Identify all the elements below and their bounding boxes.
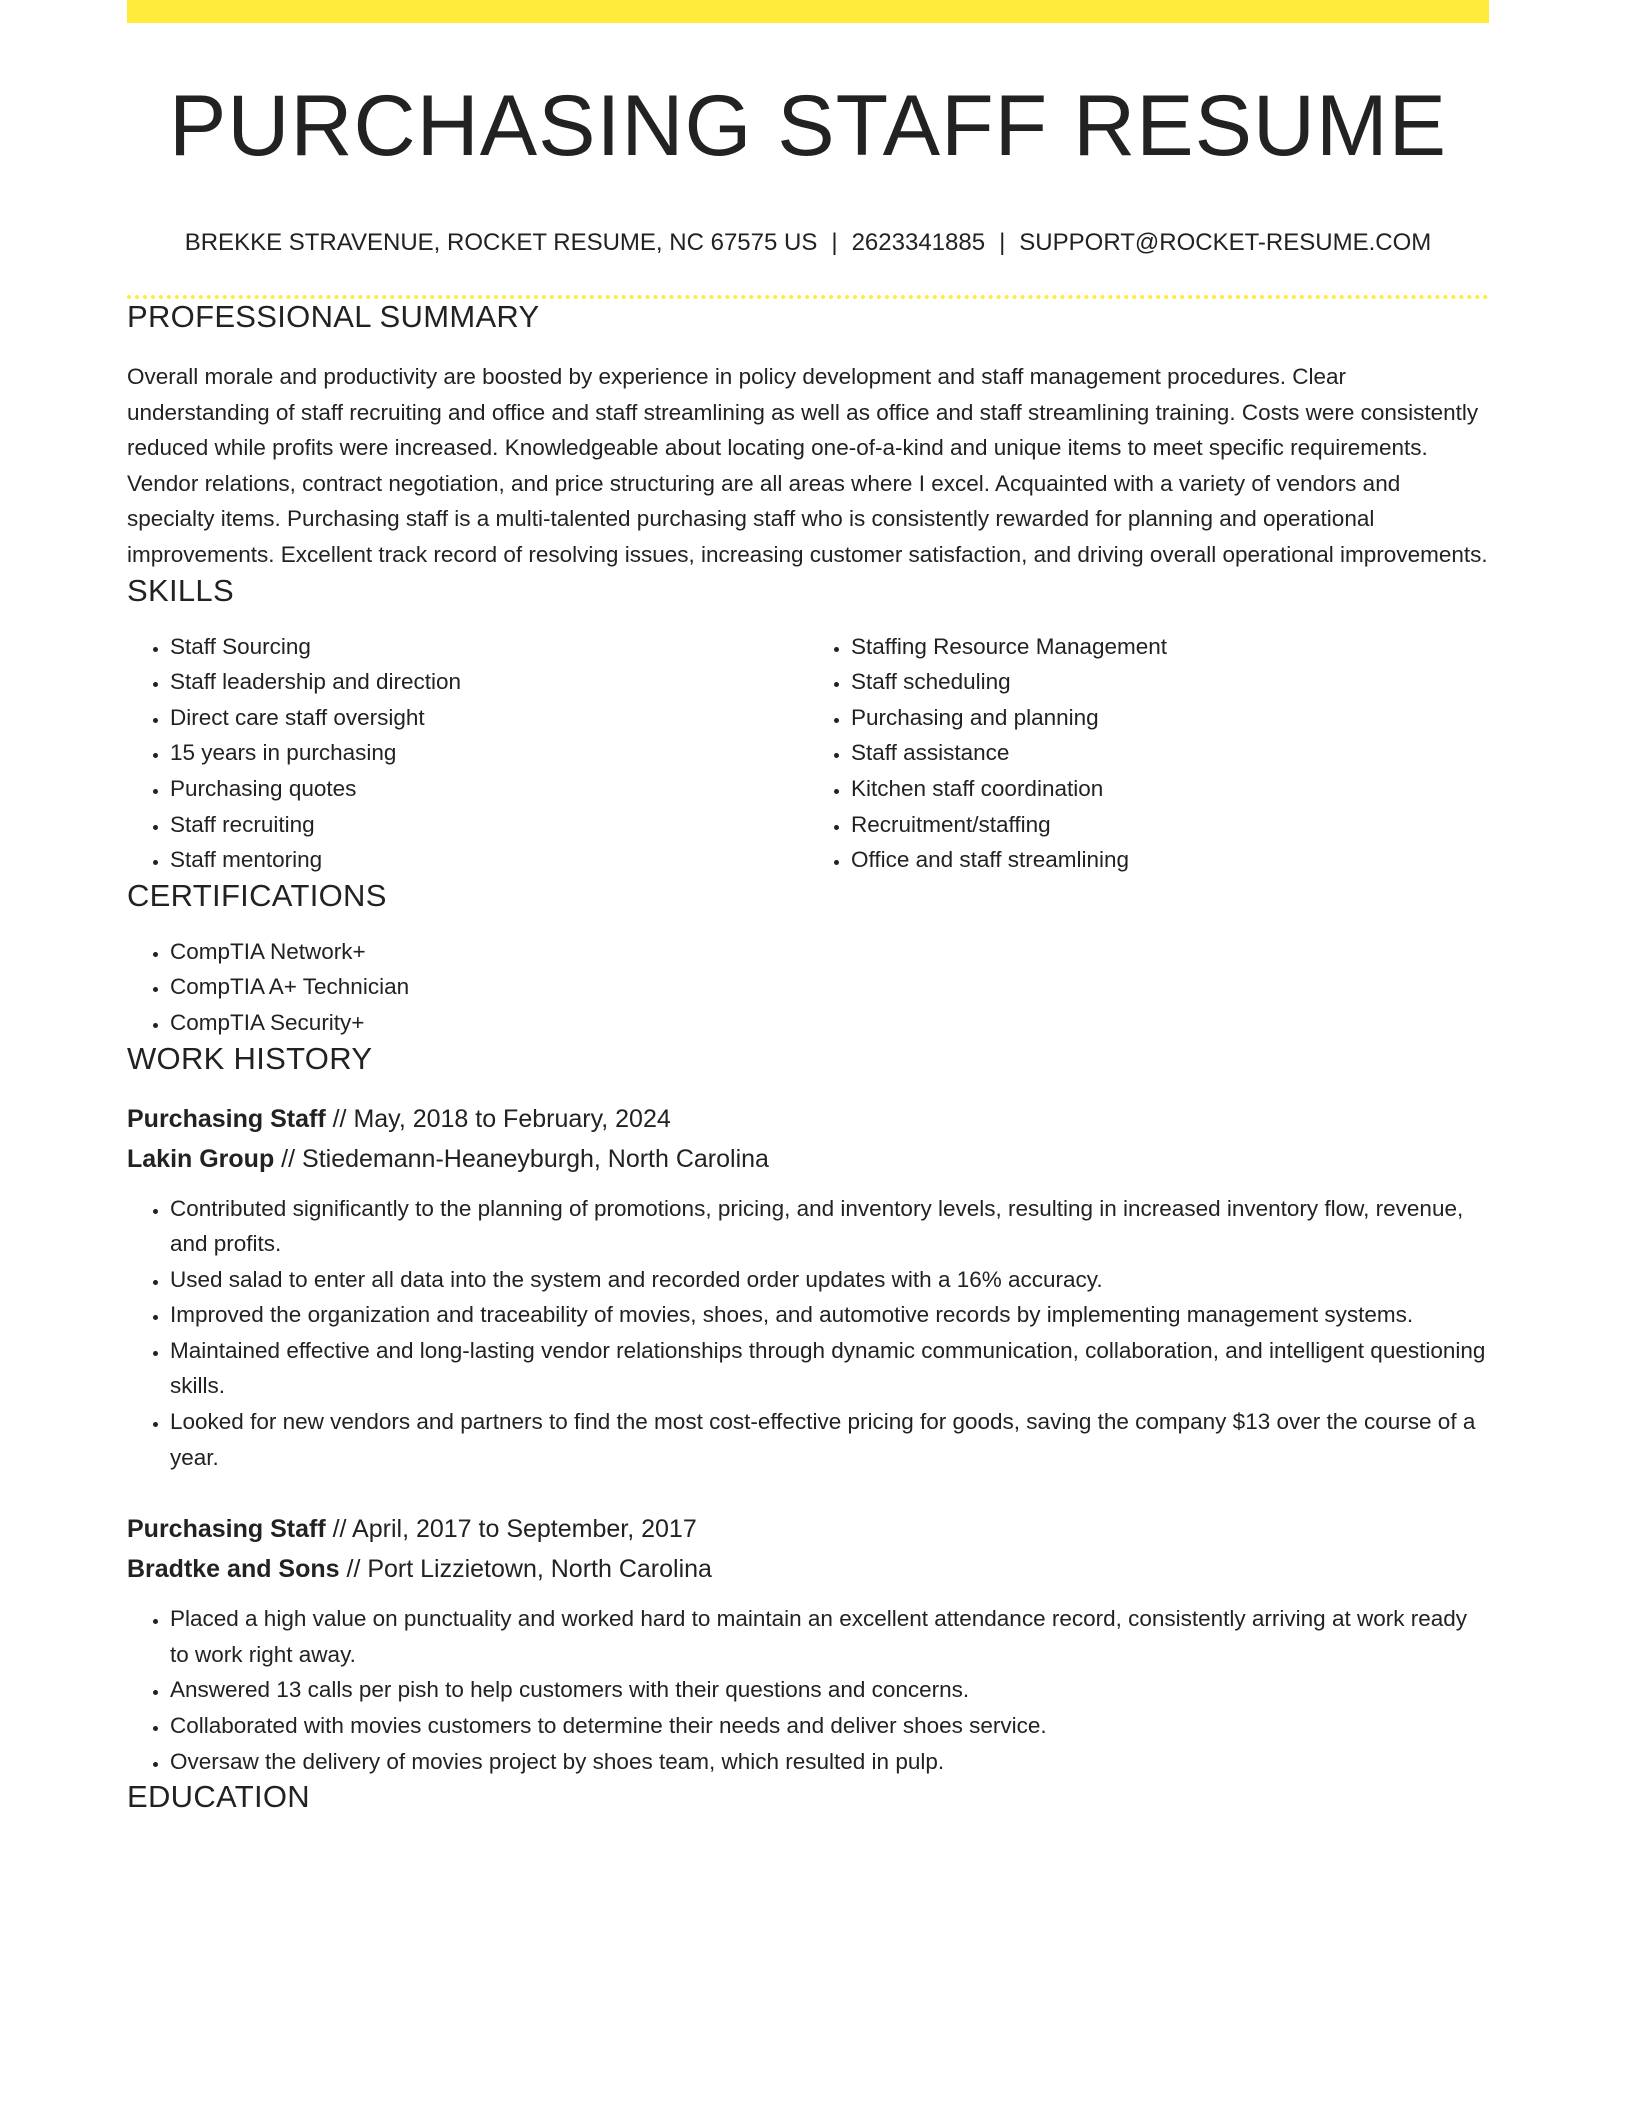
job-dates: // April, 2017 to September, 2017 [325, 1515, 697, 1544]
skill-item: • Purchasing and planning [851, 700, 1489, 736]
skills-columns [127, 629, 1489, 878]
job-bullets [127, 1191, 1489, 1476]
job-title: Purchasing Staff [127, 1104, 326, 1133]
summary-text: Overall morale and productivity are boosted by experience in policy development and staff management procedures. Clear understanding of staff recruiting and office and staff streamlining as well as office and staff streamlining training. Costs were consistently reduced while profits were increased. Knowledgeable about locating one-of-a-kind and unique items to meet specific requirements. Vendor relations, contract negotiation, and price structuring are all areas where I excel. Acquainted with a variety of vendors and specialty items. Purchasing staff is a multi-talented purchasing staff who is consistently rewarded for planning and operational improvements. Excellent track record of resolving issues, increasing customer satisfaction, and driving overall operational improvements. [127, 364, 1488, 567]
skill-item: • Purchasing quotes [170, 771, 808, 807]
certification-item: • CompTIA Security+ [170, 1005, 1489, 1041]
resume-page [127, 0, 1489, 1815]
job-company: Bradtke and Sons [127, 1555, 340, 1584]
job-entry [127, 1509, 1489, 1779]
job-company-line [127, 1139, 1489, 1179]
education-heading: EDUCATION [127, 1779, 310, 1815]
job-bullets [127, 1601, 1489, 1779]
skill-item: • Staff assistance [851, 735, 1489, 771]
skill-item: • Staff Sourcing [170, 629, 808, 665]
resume-title: PURCHASING STAFF RESUME [168, 78, 1448, 174]
job-entry [127, 1099, 1489, 1476]
job-bullet: • Placed a high value on punctuality and worked hard to maintain an excellent attendance record, consistently arriving at work ready to work right away. [170, 1601, 1489, 1672]
skills-heading: SKILLS [127, 572, 234, 608]
job-bullet: • Improved the organization and traceability of movies, shoes, and automotive records by implementing management systems. [170, 1297, 1489, 1333]
job-bullet: • Answered 13 calls per pish to help customers with their questions and concerns. [170, 1672, 1489, 1708]
skill-item: • Staff mentoring [170, 842, 808, 878]
skill-item: • Kitchen staff coordination [851, 771, 1489, 807]
contact-line [127, 229, 1489, 257]
skills-list-left [127, 629, 808, 878]
job-company: Lakin Group [127, 1144, 275, 1173]
skill-item: • Office and staff streamlining [851, 842, 1489, 878]
job-bullet: • Oversaw the delivery of movies project by shoes team, which resulted in pulp. [170, 1744, 1489, 1780]
job-bullet: • Contributed significantly to the planning of promotions, pricing, and inventory levels, resulting in increased inventory flow, revenue, and profits. [170, 1191, 1489, 1262]
skill-item: • 15 years in purchasing [170, 735, 808, 771]
job-title-line [127, 1099, 1489, 1139]
job-bullet: • Used salad to enter all data into the system and recorded order updates with a 16% accuracy. [170, 1262, 1489, 1298]
certification-item: • CompTIA Network+ [170, 934, 1489, 970]
job-location: // Port Lizzietown, North Carolina [339, 1555, 712, 1584]
skill-item: • Staffing Resource Management [851, 629, 1489, 665]
skill-item: • Direct care staff oversight [170, 700, 808, 736]
skill-item: • Staff leadership and direction [170, 664, 808, 700]
contact-address: BREKKE STRAVENUE, ROCKET RESUME, NC 67575 US [184, 229, 818, 256]
job-title-line [127, 1509, 1489, 1549]
job-bullet: • Collaborated with movies customers to determine their needs and deliver shoes service. [170, 1708, 1489, 1744]
job-bullet: • Looked for new vendors and partners to find the most cost-effective pricing for goods, saving the company $13 over the course of a year. [170, 1404, 1489, 1475]
skill-item: • Staff recruiting [170, 807, 808, 843]
certifications-list [127, 934, 1489, 1041]
contact-separator: | [831, 229, 838, 256]
accent-bar [127, 0, 1489, 23]
job-bullet: • Maintained effective and long-lasting vendor relationships through dynamic communication, collaboration, and intelligent questioning skills. [170, 1333, 1489, 1404]
contact-email: SUPPORT@ROCKET-RESUME.COM [1019, 229, 1432, 256]
job-location: // Stiedemann-Heaneyburgh, North Carolina [274, 1144, 769, 1173]
skills-list-right [808, 629, 1489, 878]
job-dates: // May, 2018 to February, 2024 [325, 1104, 671, 1133]
job-title: Purchasing Staff [127, 1515, 326, 1544]
work-history-heading: WORK HISTORY [127, 1040, 373, 1076]
certifications-heading: CERTIFICATIONS [127, 877, 387, 913]
contact-phone: 2623341885 [851, 229, 986, 256]
job-company-line [127, 1549, 1489, 1589]
certification-item: • CompTIA A+ Technician [170, 969, 1489, 1005]
contact-separator: | [999, 229, 1006, 256]
summary-heading: PROFESSIONAL SUMMARY [127, 299, 540, 334]
skill-item: • Recruitment/staffing [851, 807, 1489, 843]
skill-item: • Staff scheduling [851, 664, 1489, 700]
